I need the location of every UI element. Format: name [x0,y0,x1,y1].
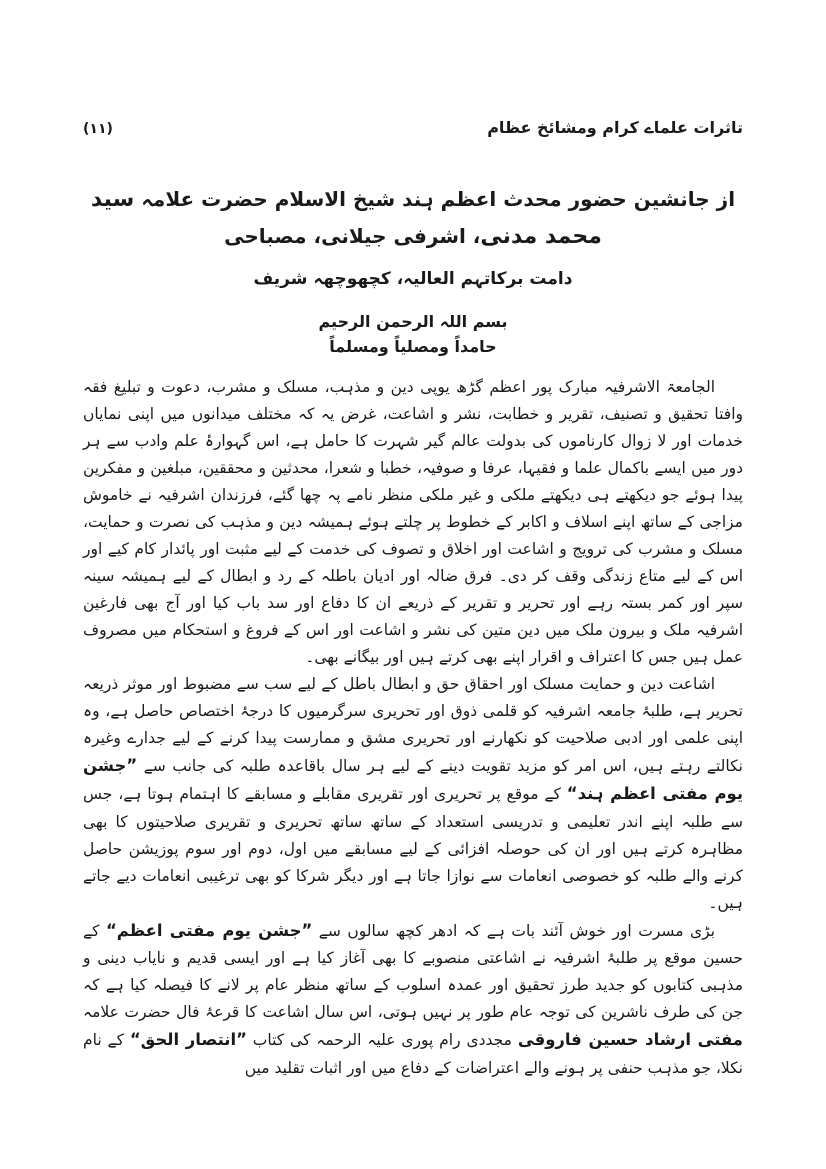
page-header [83,118,743,137]
emphasized-phrase: مفتی ارشاد حسین فاروقی [517,1030,743,1050]
text-run: کے حسین موقع پر طلبۂ اشرفیہ نے اشاعتی منصوبے کا بھی آغاز کیا ہے اور ایسی قدیم و نایاب دینی و مذہبی کتابوں کو جدید طرز تحقیق اور عمدہ اسلوب کے ساتھ منظر عام پر لانے کا فیصلہ کیا ہے کہ جن کی طرف ناشرین کی توجہ عام طور پر نہیں ہوتی، اس سال اشاعت کا قرعۂ فال حضرت علامہ [83,921,743,1022]
header-title: تاثرات علماے کرام ومشائخ عظام [487,118,743,137]
emphasized-phrase: ”جشن یوم مفتی اعظم“ [105,920,313,940]
bismillah-text: بسم اللہ الرحمن الرحیم [318,311,508,331]
byline-prefix: از جانشین حضور محدث اعظم ہند شیخ الاسلام حضرت علامہ [134,187,736,211]
body-paragraphs [83,374,743,1082]
text-run: کے نام نکلا، جو مذہب حنفی پر ہونے والے اعتراضات کے دفاع میں اور اثبات تقلید میں [83,1031,743,1077]
document-page [83,0,743,1082]
byline-block [83,181,743,289]
emphasized-phrase: ”جشن یوم مفتی اعظم ہند“ [83,755,743,804]
bismillah-block [83,309,743,360]
emphasized-phrase: ”انتصار الحق“ [129,1030,247,1050]
text-run: اشاعت دین و حمایت مسلک اور احقاق حق و ابطال باطل کے لیے سب سے مضبوط اور موثر ذریعہ تحریر ہے، طلبۂ جامعہ اشرفیہ کو قلمی ذوق اور تحریری سرگرمیوں کا درجۂ اختصاص حاصل ہے، وہ اپنی علمی اور ادبی صلاحیت کو نکھارنے اور تحریری مشق و ممارست پیدا کرنے کے لیے جدارے وغیرہ نکالتے رہتے ہیں، اس امر کو مزید تقویت دینے کے لیے ہر سال باقاعدہ طلبہ کی جانب سے [83,674,743,775]
text-run: الجامعۃ الاشرفیہ مبارک پور اعظم گڑھ یوپی دین و مذہب، مسلک و مشرب، دعوت و تبلیغ فقہ وافتا تحقیق و تصنیف، تقریر و خطابت، نشر و اشاعت، غرض یہ کہ مختلف میدانوں میں اپنی نمایاں خدمات اور لا زوال کارناموں کی بدولت عالم گیر شہرت کا حامل ہے، اس گہوارۂ علم وادب سے ہر دور میں ایسے باکمال علما و فقیہا، عرفا و صوفیہ، خطبا و شعرا، محدثین و محققین، مبلغین و مفکرین پیدا ہوئے جو دیکھتے ہی دیکھتے ملکی و غیر ملکی منظر نامے پہ چھا گئے، فرزندان اشرفیہ نے خاموش مزاجی کے ساتھ اپنے اسلاف و اکابر کے خطوط پر چلتے ہوئے ہمیشہ دین و مذہب کی نصرت و حمایت، مسلک و مشرب کی ترویج و اشاعت اور اخلاق و تصوف کی خدمت کے لیے مثبت اور پائدار کام کیے اور اس کے لیے متاع زندگی وقف کر دی۔ فرق ضالہ اور ادیان باطلہ کے رد و ابطال کے لیے ہمیشہ سینہ سپر اور کمر بستہ رہے اور تحریر و تقریر کے ذریعے ان کا دفاع اور سد باب کیا اور آج بھی فارغین اشرفیہ ملک و بیرون ملک میں دین متین کی نشر و اشاعت اور اس کے فروغ و استحکام میں مصروف عمل ہیں جس کا اعتراف و اقرار اپنے بھی کرتے ہیں اور بیگانے بھی۔ [83,377,743,666]
page-number: (۱۱) [83,121,113,137]
text-run: مجددی رام پوری علیہ الرحمہ کی کتاب [246,1031,518,1050]
byline-line2: دامت برکاتہم العالیہ، کچھوچھہ شریف [253,268,573,289]
byline-line1 [83,181,743,256]
text-run: کے موقع پر تحریری اور تقریری مقابلے و مسابقے کا اہتمام ہوتا ہے، جس سے طلبہ اپنے اندر تعلیمی و تدریسی استعداد کے ساتھ ساتھ تحریری و تقریری صلاحیتوں کا بھی مظاہرہ کرتے ہیں اور ان کی حوصلہ افزائی کے لیے مسابقے میں اول، دوم اور سوم پوزیشن حاصل کرنے والے طلبہ کو خصوصی انعامات سے نوازا جاتا ہے اور دیگر شرکا کو بھی ترغیبی انعامات دیے جاتے ہیں۔ [83,785,743,912]
hamd-text: حامداً ومصلیاً ومسلماً [329,337,497,357]
author-name: سید محمد مدنی [90,187,602,250]
paragraph [83,374,743,671]
text-run: بڑی مسرت اور خوش آئند بات ہے کہ ادھر کچھ سالوں سے [312,921,716,940]
byline-suffix: ، اشرفی جیلانی، مصباحی [224,224,481,249]
paragraph [83,671,743,917]
paragraph [83,917,743,1082]
